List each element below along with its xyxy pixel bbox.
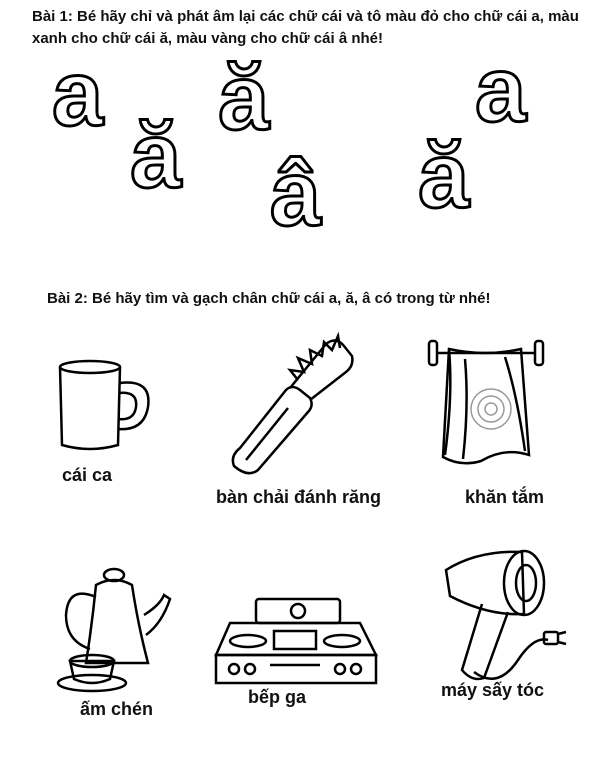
letter-a-circumflex: â [270,143,322,245]
mug-icon [52,355,162,455]
exercise-2-instruction: Bài 2: Bé hãy tìm và gạch chân chữ cái a, ă, â có trong từ nhé! [47,290,491,307]
letter-a-1: a [52,43,104,145]
letter-a-breve-3: ă [418,125,470,227]
letter-a-breve-2: ă [218,47,270,149]
gas-stove-icon [210,595,382,690]
toothbrush-icon [228,328,358,478]
exercise-1-instruction: Bài 1: Bé hãy chỉ và phát âm lại các chữ cái và tô màu đỏ cho chữ cái a, màu xanh cho chữ cái ă, màu vàng cho chữ cái â nhé! [32,8,579,47]
item-label-teapot: ấm chén [80,699,154,719]
hair-dryer-icon [438,540,573,690]
item-label-toothbrush: bàn chải đánh răng [216,487,382,507]
item-label-towel: khăn tắm [465,487,545,507]
item-label-hair-dryer: máy sấy tóc [441,680,545,700]
letter-a-2: a [475,39,527,141]
towel-icon [425,335,550,470]
teapot-icon [44,545,174,695]
item-label-mug: cái ca [62,465,113,485]
item-label-gas-stove: bếp ga [248,687,307,707]
letter-a-breve-1: ă [130,105,182,207]
